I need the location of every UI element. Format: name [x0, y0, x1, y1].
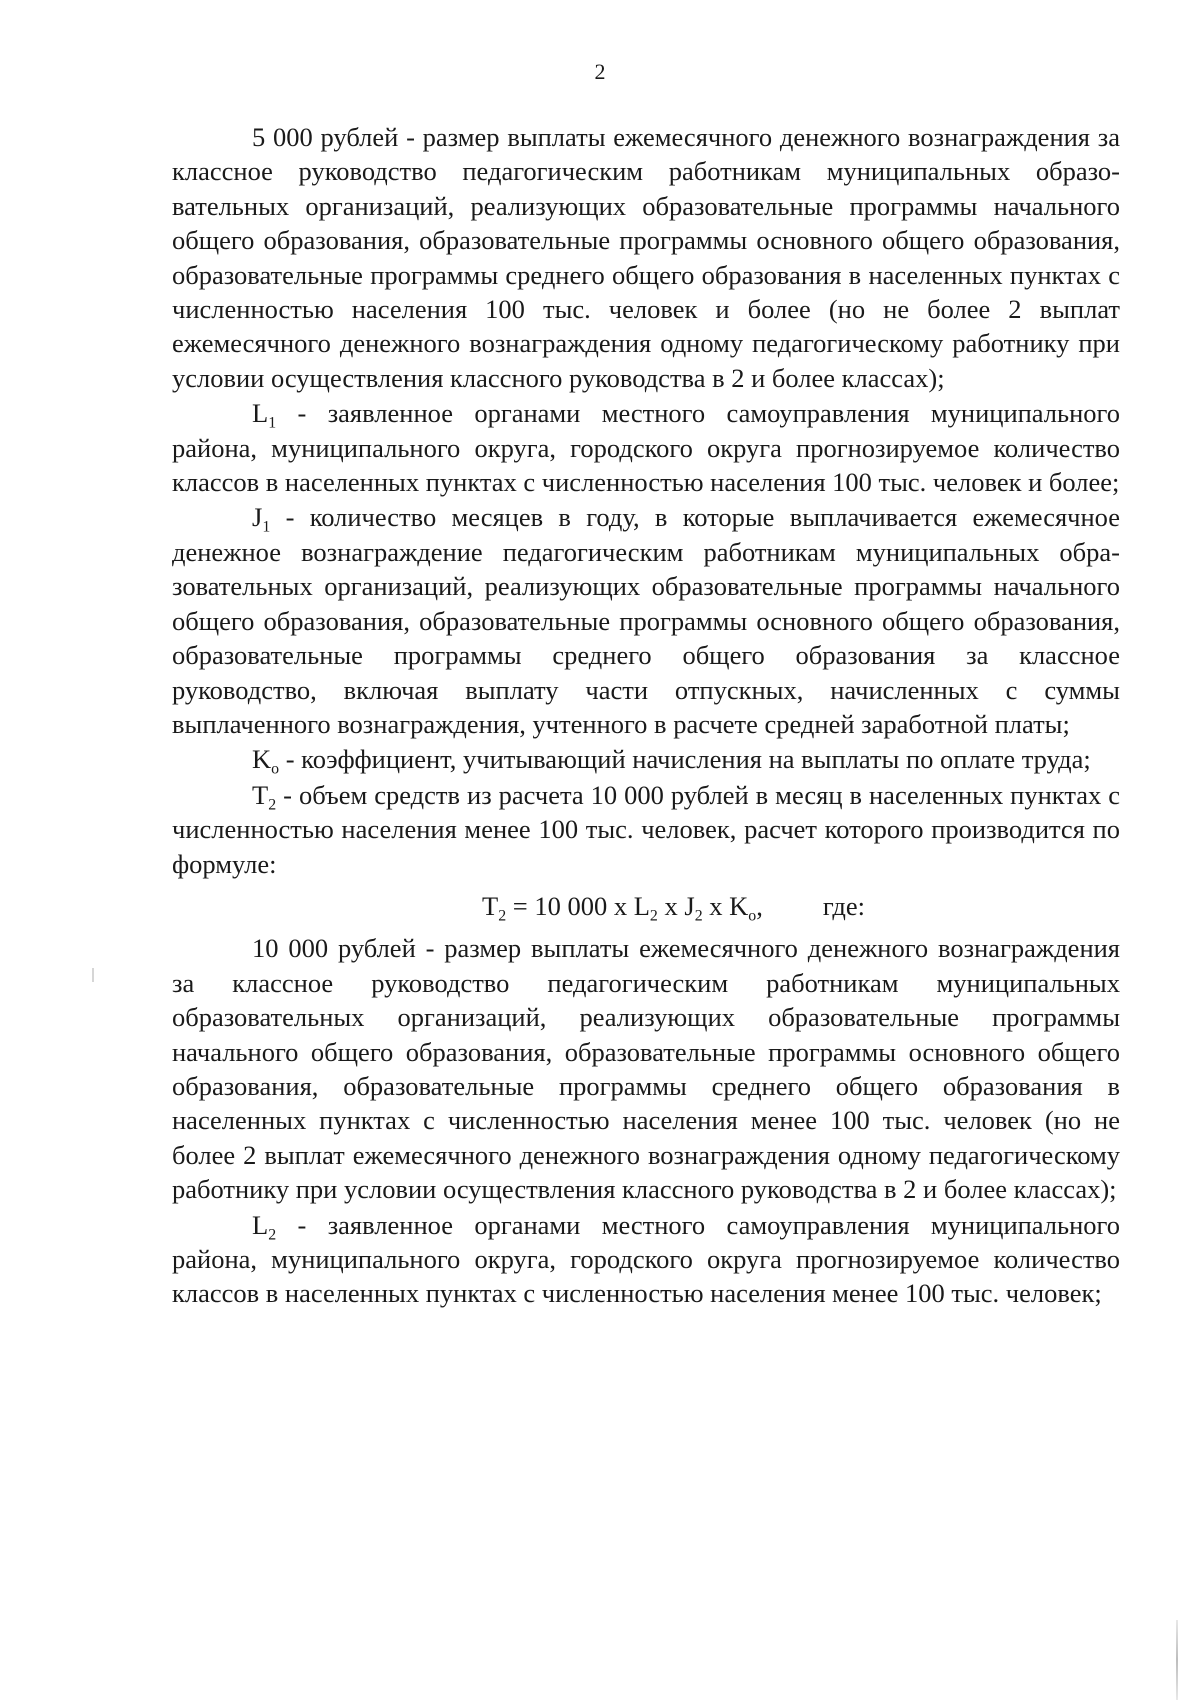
- paragraph-text: 5 000 рублей - размер выплаты ежемесячного денежного вознаграждения за классное руководство педагогическим работникам муниципальных образовательных организаций, реализующих образовательные программы начального общего образования, образовательные программы основного общего образования, образовательные программы среднего общего образования в населенных пунктах с численностью населения 100 тыс. человек и более (но не более 2 выплат ежемесячного денежного вознаграждения одному педагогическому работнику при условии осуществления классного руководства в 2 и более классах);: [172, 122, 1120, 393]
- paragraph-text: - заявленное органами местного самоуправления муниципального района, муниципального округа, городского округа прогнозируемое количество классов в населенных пунктах с численностью населения 100 тыс. человек и более;: [172, 398, 1120, 498]
- paragraph-text: - объем средств из расчета 10 000 рублей в месяц в населенных пунктах с численностью населения менее 100 тыс. человек, расчет которого производится по формуле:: [172, 779, 1120, 879]
- paragraph-rate-5000: [172, 120, 1120, 395]
- formula-times: x: [657, 890, 685, 921]
- paragraph-text: - заявленное органами местного самоуправления муниципального района, муниципального округа, городского округа прогнозируемое количество классов в населенных пунктах с численностью населения менее 100 тыс. человек;: [172, 1209, 1120, 1309]
- paragraph-text: - количество месяцев в году, в которые выплачивается ежемесячное денежное вознаграждение педагогическим работникам муниципальных образовательных организаций, реализующих образовательные программы начального общего образования, образовательные программы основного общего образования, образовательные программы среднего общего образования за классное руководство, включая выплату части отпускных, начисленных с суммы выплаченного вознаграждения, учтенного в расчете средней заработной платы;: [172, 502, 1120, 739]
- symbol-k: K: [252, 744, 272, 775]
- paragraph-ko-definition: [172, 742, 1120, 776]
- symbol-t: T: [252, 779, 269, 810]
- formula-where: где:: [822, 890, 866, 921]
- symbol-j: J: [252, 502, 263, 533]
- formula-k-subscript: o: [748, 907, 757, 925]
- page-number: 2: [594, 59, 606, 84]
- symbol-l: L: [252, 1209, 269, 1240]
- document-body: [172, 120, 1120, 1312]
- symbol-subscript: 1: [262, 519, 271, 537]
- formula-t-subscript: 2: [498, 907, 507, 925]
- paragraph-text: - коэффициент, учитывающий начисления на выплаты по оплате труда;: [279, 744, 1091, 775]
- formula-j-subscript: 2: [694, 907, 703, 925]
- formula-comma: ,: [756, 890, 763, 921]
- formula-equals-amount: = 10 000 x: [506, 890, 634, 921]
- formula-k: K: [729, 890, 749, 921]
- paragraph-l1-definition: [172, 396, 1120, 499]
- scan-edge-mark: [1176, 1620, 1178, 1700]
- paragraph-text: 10 000 рублей - размер выплаты ежемесячного денежного вознаграждения за классное руководство педагогическим работникам муниципальных образовательных организаций, реализующих образовательные программы начального общего образования, образовательные программы основного общего образования, образовательные программы среднего общего образования в населенных пунктах с численностью населения менее 100 тыс. человек (но не более 2 выплат ежемесячного денежного вознаграждения одному педагогическому работнику при условии осуществления классного руководства в 2 и более классах);: [172, 933, 1120, 1205]
- formula-t2: [172, 889, 1120, 923]
- symbol-l: L: [252, 398, 269, 429]
- formula-l: L: [633, 890, 650, 921]
- paragraph-j1-definition: [172, 500, 1120, 741]
- symbol-subscript: 2: [268, 796, 277, 814]
- scan-speck-mark: [92, 968, 94, 982]
- symbol-subscript: o: [271, 760, 280, 778]
- paragraph-rate-10000: [172, 931, 1120, 1206]
- formula-j: J: [684, 890, 695, 921]
- paragraph-t2-definition: [172, 778, 1120, 881]
- paragraph-l2-definition: [172, 1208, 1120, 1311]
- symbol-subscript: 1: [268, 414, 277, 432]
- formula-times: x: [702, 890, 730, 921]
- formula-l-subscript: 2: [649, 907, 658, 925]
- symbol-subscript: 2: [268, 1226, 277, 1244]
- formula-t: T: [482, 890, 499, 921]
